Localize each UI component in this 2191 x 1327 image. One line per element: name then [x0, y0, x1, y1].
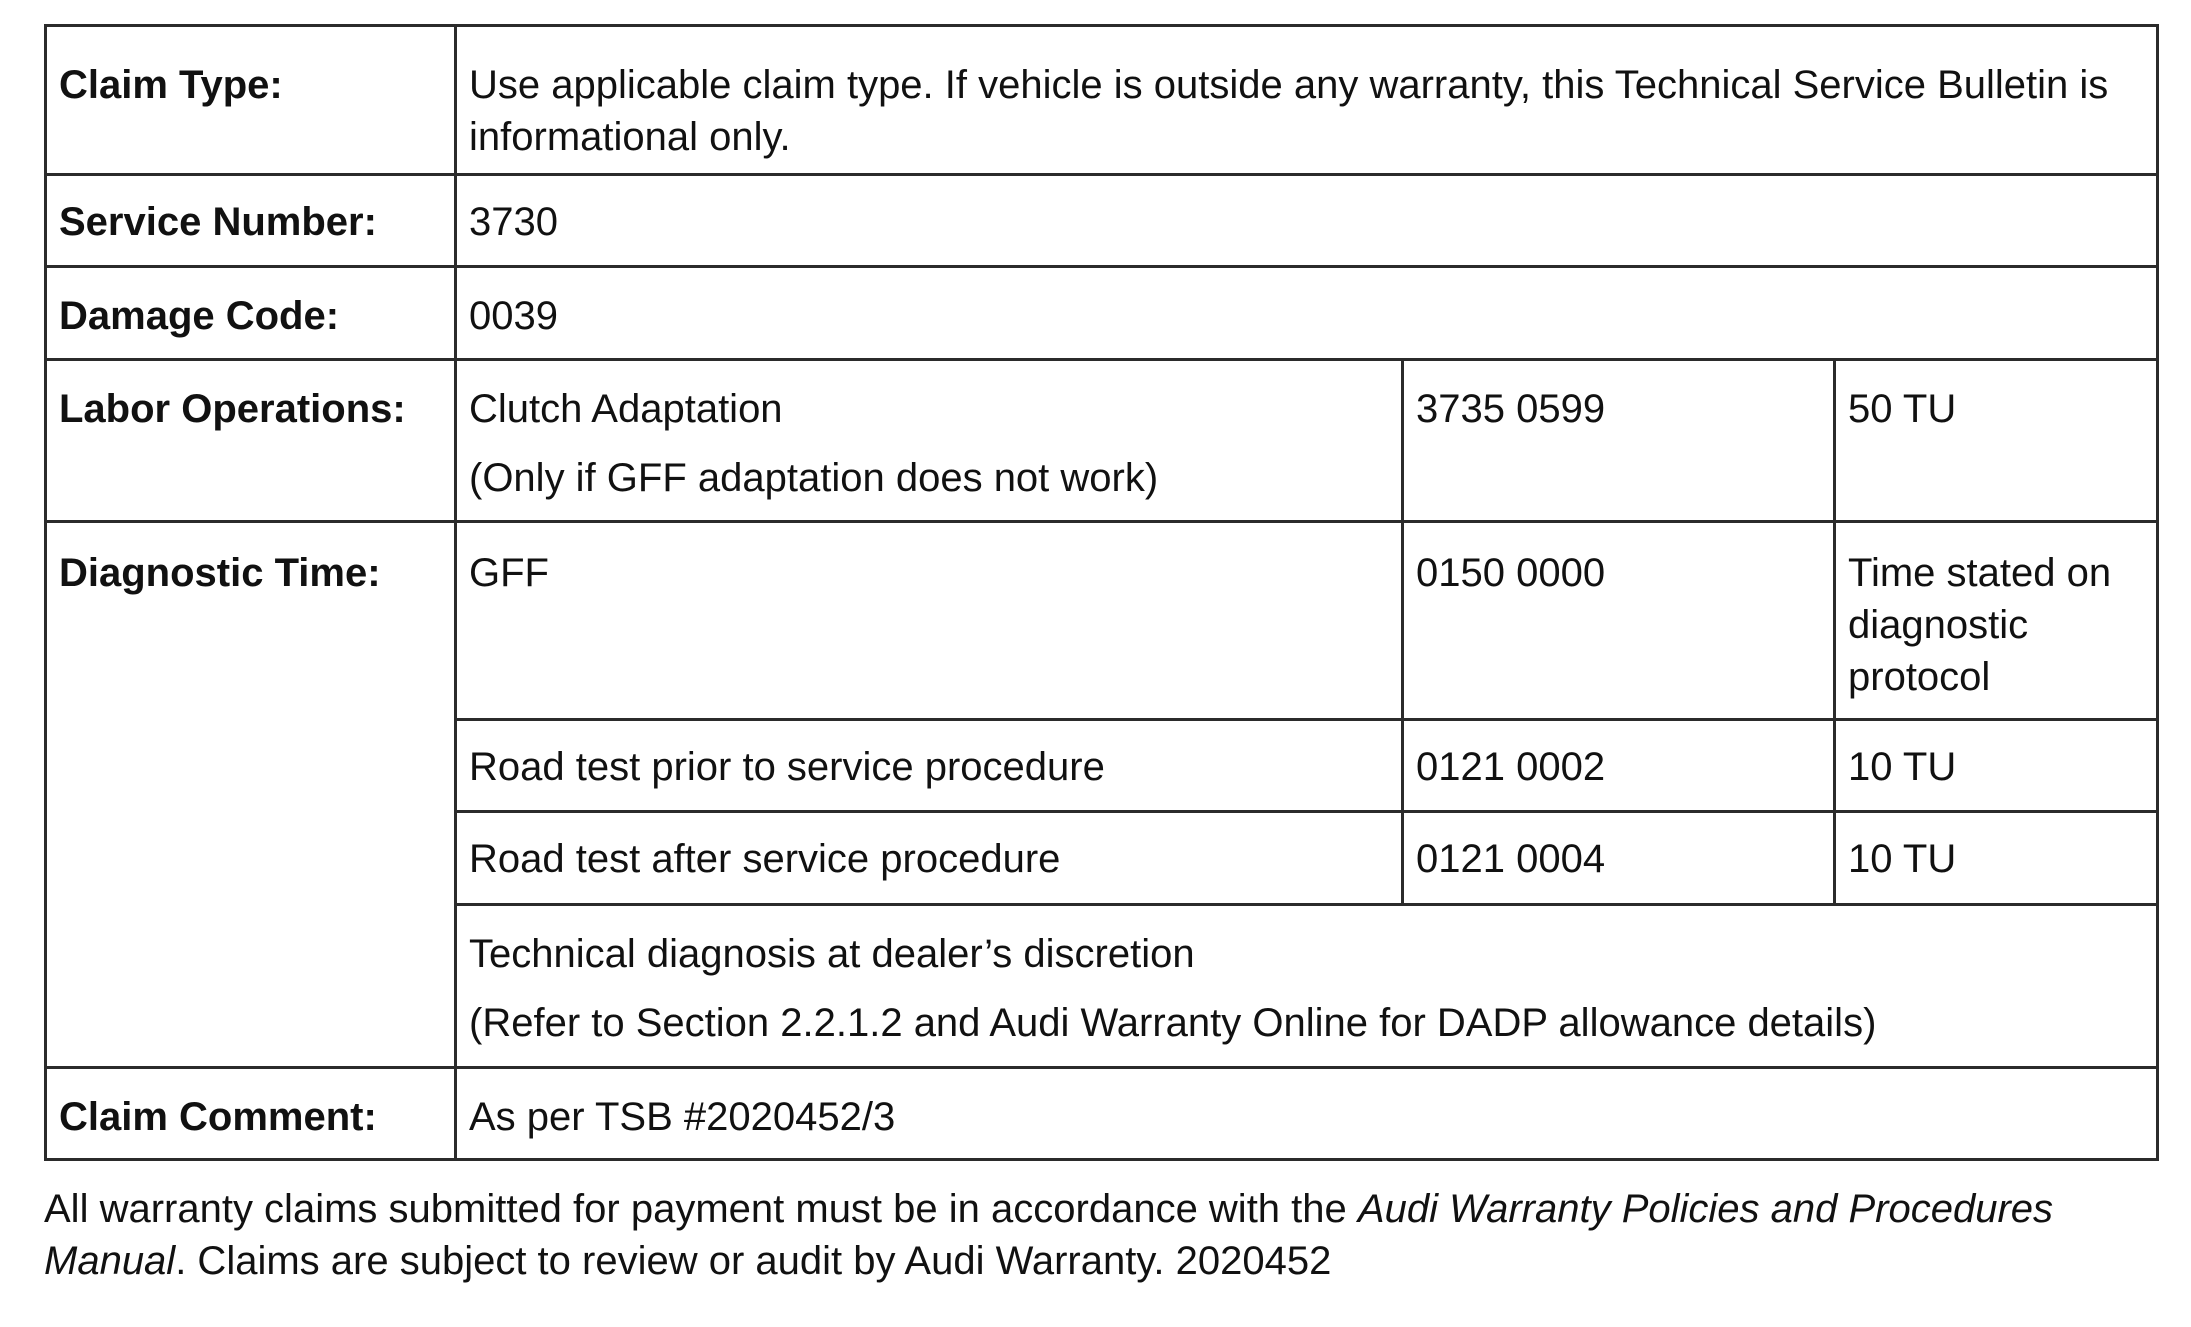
diagnostic-item-description: Road test after service procedure — [456, 812, 1403, 905]
diagnostic-time-label: Diagnostic Time: — [46, 522, 456, 1068]
damage-code-label: Damage Code: — [46, 267, 456, 360]
claim-comment-row — [46, 1068, 2158, 1160]
service-number-label: Service Number: — [46, 175, 456, 267]
labor-operations-label: Labor Operations: — [46, 360, 456, 522]
diagnostic-item-description: GFF — [456, 522, 1403, 720]
technical-diagnosis-cell — [456, 905, 2158, 1068]
footnote-text-end: . Claims are subject to review or audit by Audi Warranty. 2020452 — [175, 1239, 1332, 1283]
claim-type-row — [46, 26, 2158, 175]
warranty-claim-document — [44, 24, 2156, 1327]
labor-operation-code: 3735 0599 — [1403, 360, 1835, 522]
technical-diagnosis-note: (Refer to Section 2.2.1.2 and Audi Warranty Online for DADP allowance details) — [469, 1001, 1877, 1045]
labor-operation-time: 50 TU — [1835, 360, 2158, 522]
warranty-claim-table — [44, 24, 2159, 1161]
diagnostic-item-row — [46, 522, 2158, 720]
diagnostic-item-description: Road test prior to service procedure — [456, 720, 1403, 812]
labor-operations-row — [46, 360, 2158, 522]
claim-comment-value: As per TSB #2020452/3 — [456, 1068, 2158, 1160]
claim-comment-label: Claim Comment: — [46, 1068, 456, 1160]
service-number-value: 3730 — [456, 175, 2158, 267]
diagnostic-item-code: 0121 0002 — [1403, 720, 1835, 812]
footnote-text-start: All warranty claims submitted for payment must be in accordance with the — [44, 1187, 1358, 1231]
claim-type-label: Claim Type: — [46, 26, 456, 175]
diagnostic-item-time: Time stated on diagnostic protocol — [1835, 522, 2158, 720]
labor-operation-description: Clutch Adaptation — [469, 387, 783, 431]
service-number-row — [46, 175, 2158, 267]
claim-type-value: Use applicable claim type. If vehicle is outside any warranty, this Technical Service Bulletin is informational only. — [456, 26, 2158, 175]
diagnostic-item-time: 10 TU — [1835, 720, 2158, 812]
damage-code-value: 0039 — [456, 267, 2158, 360]
diagnostic-item-code: 0121 0004 — [1403, 812, 1835, 905]
diagnostic-item-code: 0150 0000 — [1403, 522, 1835, 720]
labor-operation-note: (Only if GFF adaptation does not work) — [469, 456, 1159, 500]
warranty-footnote — [44, 1183, 2156, 1287]
diagnostic-item-time: 10 TU — [1835, 812, 2158, 905]
footnote-manual-title: Audi Warranty Policies and Procedures Manual — [44, 1187, 2054, 1283]
labor-operations-description-cell — [456, 360, 1403, 522]
technical-diagnosis-text: Technical diagnosis at dealer’s discretion — [469, 932, 1195, 976]
damage-code-row — [46, 267, 2158, 360]
